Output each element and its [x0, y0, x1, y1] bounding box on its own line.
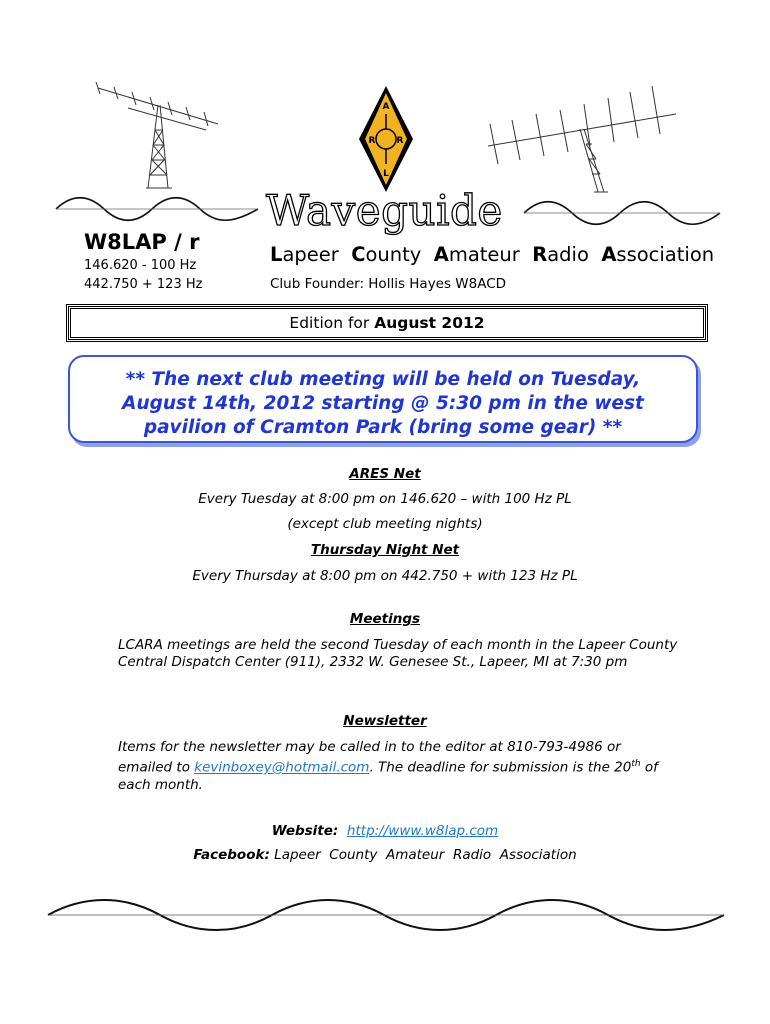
- wave-right-decoration: [522, 196, 722, 230]
- website-link[interactable]: http://www.w8lap.com: [346, 823, 499, 839]
- thursday-net-heading: Thursday Night Net: [310, 542, 460, 558]
- announcement-line: ** The next club meeting will be held on Tuesday,: [125, 369, 641, 390]
- association-name: Lapeer County Amateur Radio Association: [270, 243, 715, 266]
- yagi-antenna-left-icon: [88, 80, 228, 200]
- facebook-line: [0, 847, 770, 863]
- club-callsign: W8LAP / r: [84, 230, 200, 254]
- arrl-logo-icon: [356, 84, 416, 194]
- website-label: Website:: [271, 823, 339, 839]
- meeting-announcement: [68, 355, 698, 443]
- wave-left-decoration: [54, 192, 260, 226]
- announcement-line: August 14th, 2012 starting @ 5:30 pm in the west: [122, 393, 644, 414]
- meetings-heading: Meetings: [349, 611, 421, 627]
- edition-prefix: Edition for: [289, 314, 375, 332]
- newsletter-heading: Newsletter: [343, 713, 427, 729]
- svg-text:L: L: [383, 169, 389, 179]
- newsletter-title: Waveguide: [266, 186, 503, 235]
- svg-text:R: R: [368, 136, 376, 146]
- newsletter-text: Items for the newsletter may be called in to the editor at 810-793-4986 or emailed to kevinboxey@hotmail.com. The deadline for submission is the 20th of each month.: [118, 739, 658, 793]
- meetings-text: LCARA meetings are held the second Tuesday of each month in the Lapeer County Central Dispatch Center (911), 2332 W. Genesee St., Lapeer, MI at 7:30 pm: [118, 637, 678, 670]
- facebook-label: Facebook:: [193, 847, 270, 863]
- repeater-frequency-1: 146.620 - 100 Hz: [84, 258, 197, 273]
- repeater-frequency-2: 442.750 + 123 Hz: [84, 277, 203, 292]
- thursday-net-schedule: Every Thursday at 8:00 pm on 442.750 + with 123 Hz PL: [192, 568, 578, 584]
- edition-month: August 2012: [374, 314, 485, 332]
- website-line: [0, 823, 770, 839]
- ares-heading: ARES Net: [349, 466, 421, 482]
- yagi-antenna-right-icon: [480, 84, 690, 194]
- ares-exception: (except club meeting nights): [287, 516, 483, 532]
- club-founder: Club Founder: Hollis Hayes W8ACD: [270, 276, 507, 292]
- svg-text:A: A: [382, 102, 390, 112]
- edition-banner: [68, 306, 706, 340]
- svg-text:R: R: [396, 136, 404, 146]
- wave-bottom-decoration: [44, 890, 728, 940]
- editor-email-link[interactable]: kevinboxey@hotmail.com: [194, 759, 370, 776]
- facebook-page-name[interactable]: Lapeer County Amateur Radio Association: [274, 847, 577, 863]
- ares-schedule: Every Tuesday at 8:00 pm on 146.620 – with 100 Hz PL: [198, 491, 572, 507]
- announcement-line: pavilion of Cramton Park (bring some gear) **: [143, 417, 623, 438]
